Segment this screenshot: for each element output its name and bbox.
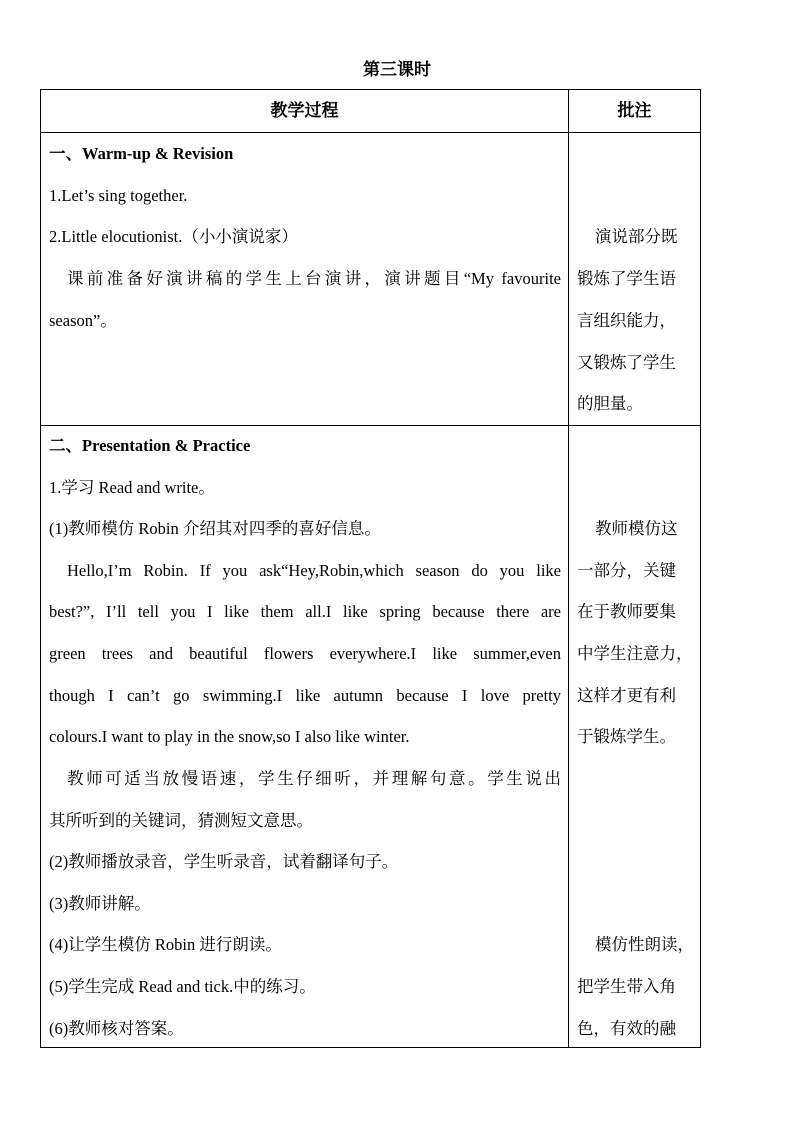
note1-line: 又锻炼了学生 <box>577 353 676 372</box>
note3-line: 色，有效的融 <box>577 1019 676 1038</box>
note1-line: 言组织能力， <box>577 311 676 330</box>
section2-line: 1.学习 Read and write。 <box>49 478 215 497</box>
note3-line: 模仿性朗读， <box>595 935 694 954</box>
section-divider <box>41 425 700 426</box>
section2-line: (1)教师模仿 Robin 介绍其对四季的喜好信息。 <box>49 519 381 538</box>
section1-line: 1.Let’s sing together. <box>49 186 188 205</box>
note2-line: 这样才更有利 <box>577 686 676 705</box>
note2-line: 教师模仿这 <box>595 519 678 538</box>
section2-line: 其所听到的关键词，猜测短文意思。 <box>49 811 313 830</box>
note3-line: 把学生带入角 <box>577 977 676 996</box>
note1-line: 演说部分既 <box>595 227 678 246</box>
note2-line: 中学生注意力， <box>577 644 693 663</box>
section2-line: (3)教师讲解。 <box>49 894 151 913</box>
note1-line: 的胆量。 <box>577 394 643 413</box>
section1-heading: 一、Warm-up & Revision <box>49 144 234 163</box>
section2-line: colours.I want to play in the snow,so I also like winter. <box>49 727 410 746</box>
section2-line: (5)学生完成 Read and tick.中的练习。 <box>49 977 316 996</box>
section2-line: Hello,I’m Robin. If you ask“Hey,Robin,which season do you like <box>67 561 561 580</box>
section1-line: season”。 <box>49 311 117 330</box>
section2-line: 教师可适当放慢语速，学生仔细听，并理解句意。学生说出 <box>67 769 561 788</box>
header-notes: 批注 <box>617 101 652 120</box>
section2-heading: 二、Presentation & Practice <box>49 436 251 455</box>
page-title: 第三课时 <box>363 60 431 79</box>
header-divider <box>41 132 700 133</box>
section2-line: though I can’t go swimming.I like autumn because I love pretty <box>49 686 561 705</box>
section1-line: 2.Little elocutionist.（小小演说家） <box>49 227 298 246</box>
section1-line: 课前准备好演讲稿的学生上台演讲，演讲题目“My favourite <box>67 269 561 288</box>
note2-line: 一部分，关键 <box>577 561 676 580</box>
section2-line: (4)让学生模仿 Robin 进行朗读。 <box>49 935 282 954</box>
section2-line: (6)教师核对答案。 <box>49 1019 184 1038</box>
section2-line: green trees and beautiful flowers everywhere.I like summer,even <box>49 644 561 663</box>
column-divider <box>568 90 569 1047</box>
note2-line: 在于教师要集 <box>577 602 676 621</box>
note1-line: 锻炼了学生语 <box>577 269 676 288</box>
header-process: 教学过程 <box>270 101 339 120</box>
section2-line: (2)教师播放录音，学生听录音，试着翻译句子。 <box>49 852 399 871</box>
lesson-table <box>40 89 701 1048</box>
note2-line: 于锻炼学生。 <box>577 727 676 746</box>
section2-line: best?”, I’ll tell you I like them all.I like spring because there are <box>49 602 561 621</box>
